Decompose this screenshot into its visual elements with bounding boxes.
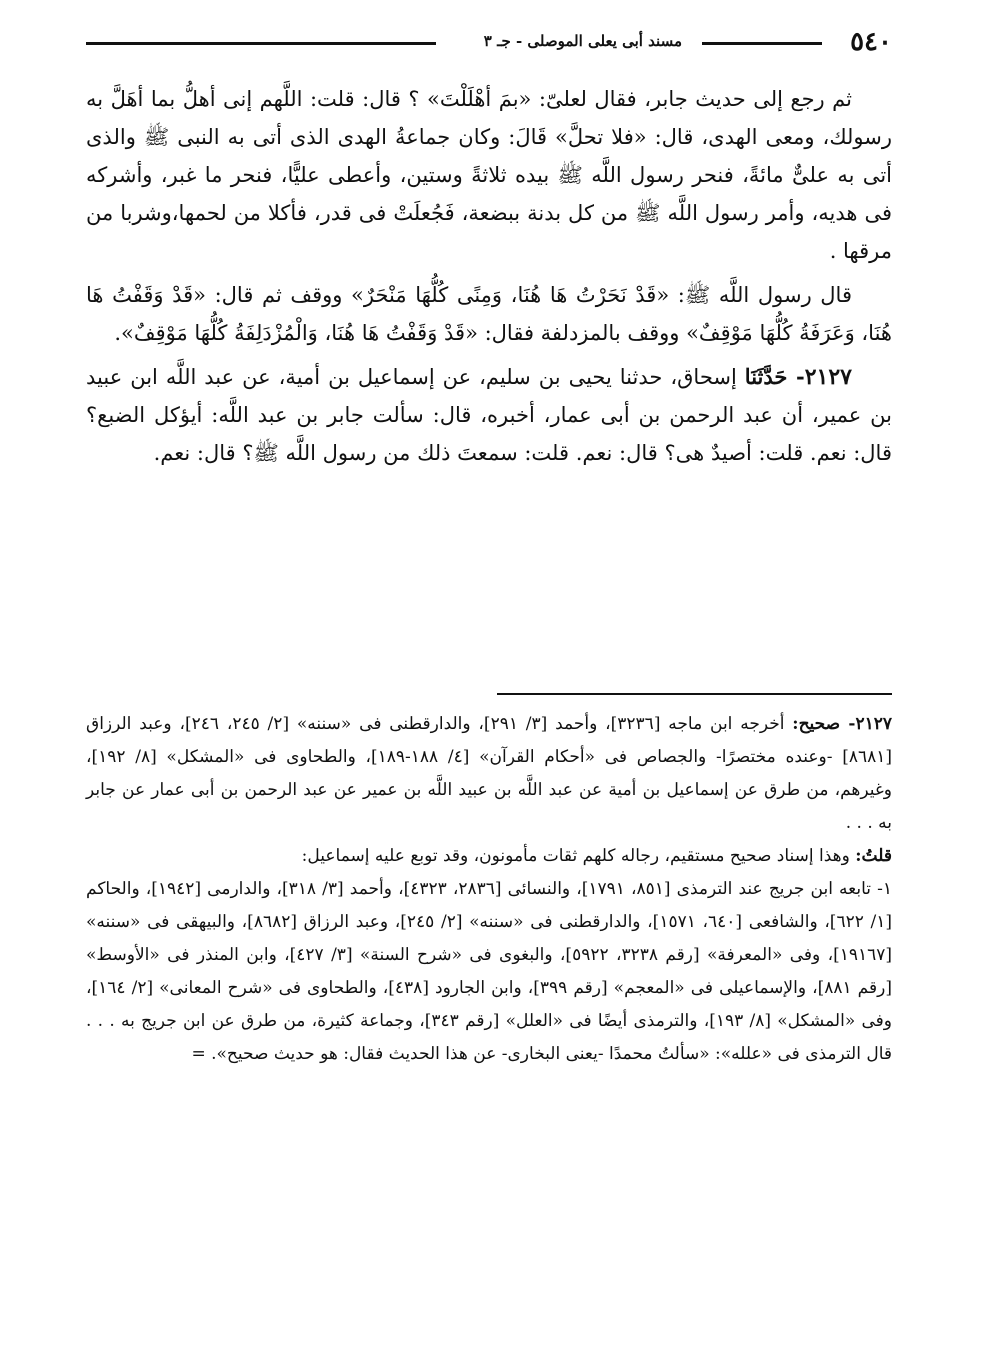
footnotes xyxy=(86,708,892,1071)
footnote-1-text: أخرجه ابن ماجه [٣٢٣٦]، وأحمد [٣/ ٢٩١]، والدارقطنى فى «سننه» [٢/ ٢٤٥، ٢٤٦]، وعبد الرزاق [٨٦٨١] -وعنده مختصرًا- والجصاص فى «أحكام القرآن» [٤/ ١٨٨-١٨٩]، والطحاوى فى «المشكل» [٨/ ١٩٢]، وغيرهم، من طرق عن إسماعيل بن أمية عن عبد اللَّه بن عبيد اللَّه بن عمير عن عبد الرحمن بن أبى عمار عن جابر به . . . xyxy=(86,714,892,833)
running-title: مسند أبى يعلى الموصلى - جـ ٣ xyxy=(483,32,682,50)
footnote-3: ١- تابعه ابن جريج عند الترمذى [٨٥١، ١٧٩١]، والنسائى [٢٨٣٦، ٤٣٢٣]، وأحمد [٣/ ٣١٨]، والدارمى [١٩٤٢]، والحاكم [١/ ٦٢٢]، والشافعى [٦٤٠، ١٥٧١]، والدارقطنى فى «سننه» [٢/ ٢٤٥]، وعبد الرزاق [٨٦٨٢]، والبيهقى فى «سننه» [١٩١٦٧]، وفى «المعرفة» [رقم ٣٢٣٨، ٥٩٢٢]، والبغوى فى «شرح السنة» [٣/ ٤٢٧]، وابن المنذر فى «الأوسط» [رقم ٨٨١]، والإسماعيلى فى «المعجم» [رقم ٣٩٩]، وابن الجارود [٤٣٨]، والطحاوى فى «شرح المعانى» [٢/ ١٦٤]، وفى «المشكل» [٨/ ١٩٣]، والترمذى أيضًا فى «العلل» [رقم ٣٤٣]، وجماعة كثيرة، من طرق عن ابن جريج به . . . قال الترمذى فى «علله»: «سألتُ محمدًا -يعنى البخارى- عن هذا الحديث فقال: هو حديث صحيح». = xyxy=(86,879,893,1064)
hadith-paragraph xyxy=(86,358,892,472)
footnote-1-head: ٢١٢٧- صحيح: xyxy=(792,714,893,734)
header-rule-right xyxy=(702,42,822,45)
footnote-2-text: وهذا إسناد صحيح مستقيم، رجاله كلهم ثقات مأمونون، وقد توبع عليه إسماعيل: xyxy=(301,846,856,866)
header-rule-left xyxy=(86,42,436,45)
separator-line xyxy=(497,693,892,695)
page-header xyxy=(86,22,892,62)
main-text xyxy=(86,80,892,472)
paragraph-1: ثم رجع إلى حديث جابر، فقال لعلىّ: «بمَ أهْلَلْتَ» ؟ قال: قلت: اللَّهم إنى أهلُّ بما أهَلَّ به رسولك، ومعى الهدى، قال: «فلا تحلَّ» قَالَ: وكان جماعةُ الهدى الذى أتى به النبى ﷺ والذى أتى به علىٌّ مائةً، فنحر رسول اللَّه ﷺ بيده ثلاثةً وستين، وأعطى عليًّا، فنحر ما غبر، وأشركه فى هديه، وأمر رسول اللَّه ﷺ من كل بدنة ببضعة، فَجُعلَتْ فى قدر، فأكلا من لحمها،وشربا من مرقها . xyxy=(86,87,892,263)
footnote-1 xyxy=(86,708,892,840)
hadith-lead: - حَدَّثَنَا xyxy=(744,364,805,389)
hadith-number: ٢١٢٧ xyxy=(804,364,852,390)
footnote-2-head: قلتُ: xyxy=(855,846,892,866)
footnote-2 xyxy=(86,840,892,873)
hadith-text: إسحاق، حدثنا يحيى بن سليم، عن إسماعيل بن أمية، عن عبد اللَّه ابن عبيد بن عمير، أن عبد الرحمن بن أبى عمار، أخبره، قال: سألت جابر بن عبد اللَّه: أيؤكل الضبع؟ قال: نعم. قلت: أصيدٌ هى؟ قال: نعم. قلت: سمعتَ ذلك من رسول اللَّه ﷺ؟ قال: نعم. xyxy=(86,365,892,465)
page-number: ٥٤٠ xyxy=(850,27,892,57)
paragraph-2: قال رسول اللَّه ﷺ: «قَدْ نَحَرْتُ هَا هُنَا، وَمِنًى كُلُّهَا مَنْحَرٌ» ووقف ثم قال: «قَدْ وَقَفْتُ هَا هُنَا، وَعَرَفَةُ كُلُّهَا مَوْقِفٌ» ووقف بالمزدلفة فقال: «قَدْ وَقَفْتُ هَا هُنَا، وَالْمُزْدَلِفَةُ كُلُّهَا مَوْقِفٌ». xyxy=(86,283,892,345)
